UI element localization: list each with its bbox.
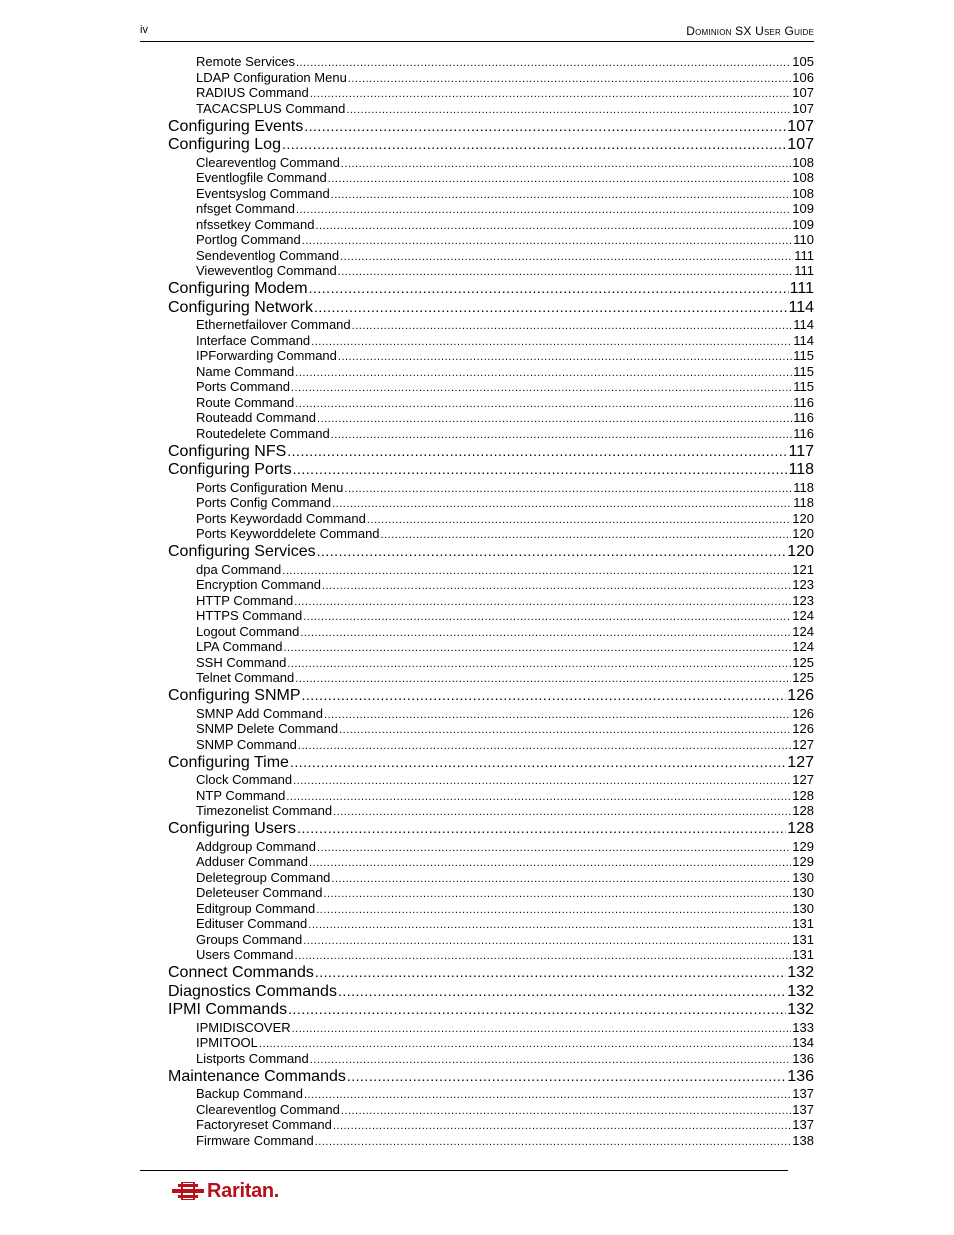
toc-subsection-entry[interactable] <box>196 772 814 788</box>
toc-entry-title: SMNP Add Command <box>196 705 323 721</box>
toc-subsection-entry[interactable] <box>196 932 814 948</box>
toc-entry-page: 134 <box>792 1035 814 1050</box>
toc-leader-dots <box>311 333 792 348</box>
toc-entry-title: Configuring Users <box>168 820 297 837</box>
toc-subsection-entry[interactable] <box>196 670 814 686</box>
toc-entry-page: 127 <box>792 736 814 752</box>
toc-entry-title: Clock Command <box>196 772 293 787</box>
toc-subsection-entry[interactable] <box>196 170 814 186</box>
toc-leader-dots <box>304 1086 791 1101</box>
toc-section-entry[interactable] <box>168 443 814 463</box>
toc-entry-page: 120 <box>792 510 814 526</box>
toc-entry-page: 121 <box>792 561 814 577</box>
toc-subsection-entry[interactable] <box>196 870 814 886</box>
toc-leader-dots <box>295 947 792 962</box>
toc-entry-page: 108 <box>792 154 814 170</box>
toc-entry-title: Configuring Services <box>168 543 316 560</box>
toc-subsection-entry[interactable] <box>196 639 814 655</box>
toc-subsection-entry[interactable] <box>196 54 814 70</box>
toc-section-entry[interactable] <box>168 118 814 138</box>
toc-leader-dots <box>367 511 791 526</box>
toc-subsection-entry[interactable] <box>196 901 814 917</box>
toc-subsection-entry[interactable] <box>196 186 814 202</box>
toc-entry-page: 105 <box>792 54 814 69</box>
toc-entry-title: Eventsyslog Command <box>196 185 330 201</box>
toc-entry-page: 116 <box>793 410 814 425</box>
toc-leader-dots <box>286 788 791 803</box>
toc-leader-dots <box>290 754 786 772</box>
toc-entry-title: Configuring Log <box>168 136 281 153</box>
toc-leader-dots <box>304 118 786 136</box>
toc-subsection-entry[interactable] <box>196 608 814 624</box>
toc-leader-dots <box>344 480 792 495</box>
toc-entry-title: Logout Command <box>196 623 300 639</box>
toc-entry-title: NTP Command <box>196 787 286 803</box>
toc-leader-dots <box>331 870 791 885</box>
toc-leader-dots <box>291 379 792 394</box>
toc-entry-title: SSH Command <box>196 654 287 670</box>
toc-subsection-entry[interactable] <box>196 348 814 364</box>
toc-section-entry[interactable] <box>168 1001 814 1021</box>
toc-subsection-entry[interactable] <box>196 263 814 279</box>
toc-leader-dots <box>294 593 791 608</box>
toc-entry-page: 130 <box>792 885 814 900</box>
toc-entry-page: 108 <box>792 185 814 201</box>
toc-leader-dots <box>317 543 787 561</box>
toc-entry-page: 120 <box>792 526 814 541</box>
toc-entry-page: 111 <box>794 263 814 278</box>
toc-entry-title: Configuring SNMP <box>168 687 301 704</box>
toc-entry-title: Routedelete Command <box>196 425 330 441</box>
toc-entry-title: Firmware Command <box>196 1132 314 1148</box>
toc-entry-page: 109 <box>792 216 814 232</box>
toc-leader-dots <box>295 670 791 685</box>
toc-entry-page: 108 <box>792 170 814 185</box>
toc-leader-dots <box>333 803 791 818</box>
toc-leader-dots <box>323 885 791 900</box>
toc-entry-title: Encryption Command <box>196 577 321 592</box>
toc-entry-page: 116 <box>793 394 814 410</box>
toc-entry-page: 120 <box>787 543 814 560</box>
toc-subsection-entry[interactable] <box>196 410 814 426</box>
toc-leader-dots <box>324 706 791 721</box>
toc-entry-page: 138 <box>792 1132 814 1148</box>
toc-entry-title: SNMP Delete Command <box>196 721 339 736</box>
toc-subsection-entry[interactable] <box>196 577 814 593</box>
toc-section-entry[interactable] <box>168 964 814 984</box>
toc-entry-title: Portlog Command <box>196 232 301 247</box>
toc-leader-dots <box>314 299 788 317</box>
toc-entry-title: Addgroup Command <box>196 838 316 854</box>
toc-section-entry[interactable] <box>168 1068 814 1088</box>
toc-subsection-entry[interactable] <box>196 1035 814 1051</box>
toc-entry-title: Ports Configuration Menu <box>196 479 344 495</box>
toc-leader-dots <box>303 932 791 947</box>
toc-leader-dots <box>346 101 791 116</box>
toc-subsection-entry[interactable] <box>196 526 814 542</box>
toc-subsection-entry[interactable] <box>196 624 814 640</box>
toc-entry-title: Ports Command <box>196 379 290 394</box>
toc-entry-page: 107 <box>792 85 814 100</box>
toc-subsection-entry[interactable] <box>196 1133 814 1149</box>
toc-entry-page: 111 <box>789 280 814 297</box>
toc-entry-title: Listports Command <box>196 1050 309 1066</box>
toc-subsection-entry[interactable] <box>196 101 814 117</box>
toc-leader-dots <box>259 1035 791 1050</box>
toc-leader-dots <box>348 70 792 85</box>
guide-title: Dominion SX User Guide <box>686 24 814 38</box>
toc-leader-dots <box>315 964 786 982</box>
toc-leader-dots <box>316 901 791 916</box>
toc-leader-dots <box>341 1102 792 1117</box>
toc-entry-title: Users Command <box>196 947 294 962</box>
toc-leader-dots <box>331 186 792 201</box>
toc-entry-page: 106 <box>792 69 814 85</box>
toc-entry-page: 115 <box>793 348 814 363</box>
toc-leader-dots <box>288 1001 786 1019</box>
toc-subsection-entry[interactable] <box>196 317 814 333</box>
toc-subsection-entry[interactable] <box>196 70 814 86</box>
toc-subsection-entry[interactable] <box>196 854 814 870</box>
toc-entry-page: 114 <box>788 298 814 316</box>
toc-entry-page: 131 <box>792 931 814 947</box>
toc-entry-page: 114 <box>793 317 814 332</box>
toc-leader-dots <box>338 263 794 278</box>
toc-leader-dots <box>295 395 792 410</box>
toc-entry-page: 107 <box>787 117 814 135</box>
toc-entry-page: 127 <box>792 772 814 787</box>
toc-entry-title: Eventlogfile Command <box>196 170 327 185</box>
page-number: iv <box>140 24 148 36</box>
toc-entry-page: 123 <box>792 592 814 608</box>
toc-entry-title: Name Command <box>196 363 295 379</box>
toc-entry-title: Groups Command <box>196 931 303 947</box>
toc-leader-dots <box>333 1117 791 1132</box>
toc-entry-title: TACACSPLUS Command <box>196 100 346 116</box>
toc-entry-title: IPMI Commands <box>168 1001 288 1018</box>
toc-subsection-entry[interactable] <box>196 85 814 101</box>
toc-subsection-entry[interactable] <box>196 379 814 395</box>
toc-section-entry[interactable] <box>168 983 814 1003</box>
toc-entry-page: 124 <box>792 608 814 623</box>
toc-entry-title: HTTP Command <box>196 592 294 608</box>
toc-entry-page: 131 <box>792 947 814 962</box>
toc-leader-dots <box>293 772 791 787</box>
toc-subsection-entry[interactable] <box>196 248 814 264</box>
toc-leader-dots <box>287 443 787 461</box>
toc-leader-dots <box>309 280 789 298</box>
toc-entry-title: Configuring Network <box>168 298 313 316</box>
toc-leader-dots <box>317 839 791 854</box>
toc-subsection-entry[interactable] <box>196 1102 814 1118</box>
toc-entry-page: 136 <box>792 1050 814 1066</box>
toc-subsection-entry[interactable] <box>196 364 814 380</box>
toc-entry-page: 127 <box>787 753 814 771</box>
toc-leader-dots <box>381 526 792 541</box>
toc-entry-page: 137 <box>792 1117 814 1132</box>
toc-entry-page: 115 <box>793 363 814 379</box>
toc-subsection-entry[interactable] <box>196 706 814 722</box>
toc-entry-title: Configuring Time <box>168 753 289 771</box>
toc-subsection-entry[interactable] <box>196 217 814 233</box>
toc-subsection-entry[interactable] <box>196 1117 814 1133</box>
toc-leader-dots <box>341 155 792 170</box>
toc-subsection-entry[interactable] <box>196 232 814 248</box>
toc-subsection-entry[interactable] <box>196 655 814 671</box>
toc-subsection-entry[interactable] <box>196 885 814 901</box>
toc-leader-dots <box>292 1020 792 1035</box>
toc-entry-title: nfsget Command <box>196 201 295 216</box>
toc-section-entry[interactable] <box>168 299 814 319</box>
toc-entry-title: IPMIDISCOVER <box>196 1019 291 1035</box>
toc-leader-dots <box>352 317 793 332</box>
toc-entry-page: 132 <box>787 964 814 981</box>
toc-entry-title: Configuring Events <box>168 117 304 135</box>
toc-entry-title: dpa Command <box>196 561 282 577</box>
raritan-logo-icon <box>172 1182 204 1200</box>
toc-entry-title: Configuring Ports <box>168 461 292 478</box>
toc-subsection-entry[interactable] <box>196 201 814 217</box>
toc-subsection-entry[interactable] <box>196 395 814 411</box>
toc-subsection-entry[interactable] <box>196 788 814 804</box>
toc-entry-title: HTTPS Command <box>196 608 303 623</box>
toc-leader-dots <box>331 426 793 441</box>
raritan-logo <box>172 1180 279 1202</box>
toc-entry-page: 124 <box>792 623 814 639</box>
toc-subsection-entry[interactable] <box>196 593 814 609</box>
toc-entry-title: SNMP Command <box>196 736 297 752</box>
toc-subsection-entry[interactable] <box>196 1086 814 1102</box>
toc-leader-dots <box>287 655 791 670</box>
toc-entry-page: 115 <box>793 379 814 394</box>
toc-entry-title: Vieweventlog Command <box>196 263 337 278</box>
toc-entry-title: Telnet Command <box>196 670 295 685</box>
toc-subsection-entry[interactable] <box>196 721 814 737</box>
toc-entry-title: Maintenance Commands <box>168 1067 346 1085</box>
toc-section-entry[interactable] <box>168 820 814 840</box>
toc-entry-page: 114 <box>793 332 814 348</box>
footer-divider <box>140 1170 788 1171</box>
toc-leader-dots <box>338 348 792 363</box>
toc-leader-dots <box>317 410 792 425</box>
toc-entry-title: Diagnostics Commands <box>168 982 337 1000</box>
toc-entry-title: Adduser Command <box>196 854 308 869</box>
toc-subsection-entry[interactable] <box>196 916 814 932</box>
toc-subsection-entry[interactable] <box>196 737 814 753</box>
toc-leader-dots <box>339 721 791 736</box>
toc-entry-title: RADIUS Command <box>196 85 309 100</box>
toc-entry-page: 129 <box>792 838 814 854</box>
toc-subsection-entry[interactable] <box>196 803 814 819</box>
toc-entry-page: 110 <box>793 232 814 247</box>
toc-entry-title: Factoryreset Command <box>196 1117 332 1132</box>
toc-entry-title: Cleareventlog Command <box>196 1101 340 1117</box>
toc-entry-page: 136 <box>787 1067 814 1085</box>
toc-subsection-entry[interactable] <box>196 1051 814 1067</box>
toc-entry-page: 137 <box>792 1086 814 1101</box>
toc-leader-dots <box>322 577 791 592</box>
toc-subsection-entry[interactable] <box>196 333 814 349</box>
toc-entry-title: Remote Services <box>196 54 295 69</box>
toc-section-entry[interactable] <box>168 687 814 707</box>
toc-entry-page: 116 <box>793 425 814 441</box>
toc-leader-dots <box>315 1133 792 1148</box>
toc-entry-title: Editgroup Command <box>196 900 316 916</box>
toc-section-entry[interactable] <box>168 461 814 481</box>
toc-entry-title: Timezonelist Command <box>196 803 333 818</box>
toc-entry-page: 130 <box>792 869 814 885</box>
toc-leader-dots <box>282 136 786 154</box>
toc-entry-page: 131 <box>792 916 814 931</box>
toc-section-entry[interactable] <box>168 543 814 563</box>
toc-entry-title: Sendeventlog Command <box>196 247 340 263</box>
toc-leader-dots <box>296 201 791 216</box>
toc-entry-page: 107 <box>792 100 814 116</box>
toc-leader-dots <box>293 461 788 479</box>
toc-entry-page: 123 <box>792 577 814 592</box>
toc-entry-page: 111 <box>794 247 814 263</box>
toc-subsection-entry[interactable] <box>196 947 814 963</box>
toc-section-entry[interactable] <box>168 280 814 300</box>
toc-entry-title: Ports Keywordadd Command <box>196 510 366 526</box>
toc-entry-page: 125 <box>792 654 814 670</box>
toc-entry-page: 130 <box>792 900 814 916</box>
toc-entry-title: LPA Command <box>196 639 283 654</box>
toc-subsection-entry[interactable] <box>196 480 814 496</box>
toc-subsection-entry[interactable] <box>196 155 814 171</box>
toc-entry-title: Edituser Command <box>196 916 308 931</box>
toc-leader-dots <box>328 170 792 185</box>
toc-leader-dots <box>295 364 792 379</box>
toc-leader-dots <box>310 1051 792 1066</box>
toc-subsection-entry[interactable] <box>196 1020 814 1036</box>
logo-wordmark: Raritan. <box>207 1179 280 1202</box>
toc-entry-page: 128 <box>787 820 814 837</box>
toc-leader-dots <box>338 983 786 1001</box>
toc-entry-title: Deleteuser Command <box>196 885 323 900</box>
toc-leader-dots <box>300 624 791 639</box>
toc-entry-page: 126 <box>787 687 814 704</box>
toc-subsection-entry[interactable] <box>196 511 814 527</box>
toc-entry-page: 117 <box>788 442 814 460</box>
toc-leader-dots <box>303 608 791 623</box>
toc-entry-title: Route Command <box>196 394 295 410</box>
toc-entry-title: Ports Config Command <box>196 495 332 510</box>
toc-leader-dots <box>310 85 792 100</box>
toc-entry-title: nfssetkey Command <box>196 216 315 232</box>
toc-section-entry[interactable] <box>168 754 814 774</box>
toc-entry-page: 118 <box>793 479 814 495</box>
toc-leader-dots <box>308 916 791 931</box>
toc-entry-title: IPMITOOL <box>196 1035 258 1050</box>
toc-entry-title: Interface Command <box>196 332 311 348</box>
toc-entry-page: 109 <box>792 201 814 216</box>
toc-leader-dots <box>297 820 786 838</box>
toc-entry-page: 124 <box>792 639 814 654</box>
toc-leader-dots <box>340 248 793 263</box>
toc-leader-dots <box>298 737 791 752</box>
toc-entry-page: 125 <box>792 670 814 685</box>
toc-leader-dots <box>316 217 792 232</box>
toc-leader-dots <box>302 232 792 247</box>
toc-entry-title: Configuring NFS <box>168 442 287 460</box>
toc-entry-page: 107 <box>787 136 814 153</box>
toc-entry-title: Configuring Modem <box>168 280 308 297</box>
toc-entry-page: 128 <box>792 787 814 803</box>
toc-leader-dots <box>347 1068 786 1086</box>
toc-subsection-entry[interactable] <box>196 495 814 511</box>
toc-entry-page: 132 <box>787 982 814 1000</box>
toc-leader-dots <box>296 54 791 69</box>
toc-entry-title: Ports Keyworddelete Command <box>196 526 380 541</box>
toc-entry-page: 118 <box>788 461 814 478</box>
toc-subsection-entry[interactable] <box>196 426 814 442</box>
toc-leader-dots <box>309 854 791 869</box>
toc-entry-page: 132 <box>787 1001 814 1018</box>
toc-leader-dots <box>302 687 787 705</box>
page-header <box>140 22 814 42</box>
toc-section-entry[interactable] <box>168 136 814 156</box>
toc-subsection-entry[interactable] <box>196 562 814 578</box>
toc-entry-page: 137 <box>792 1101 814 1117</box>
toc-entry-page: 126 <box>792 721 814 736</box>
toc-entry-page: 126 <box>792 705 814 721</box>
toc-entry-title: Cleareventlog Command <box>196 154 340 170</box>
toc-entry-page: 128 <box>792 803 814 818</box>
toc-entry-title: Backup Command <box>196 1086 303 1101</box>
toc-entry-title: LDAP Configuration Menu <box>196 69 347 85</box>
toc-entry-page: 133 <box>792 1019 814 1035</box>
toc-entry-title: Routeadd Command <box>196 410 316 425</box>
toc-entry-page: 129 <box>792 854 814 869</box>
toc-leader-dots <box>283 639 791 654</box>
toc-entry-title: IPForwarding Command <box>196 348 337 363</box>
toc-subsection-entry[interactable] <box>196 839 814 855</box>
toc-entry-title: Deletegroup Command <box>196 869 331 885</box>
toc-entry-title: Connect Commands <box>168 964 314 981</box>
toc-entry-title: Ethernetfailover Command <box>196 317 351 332</box>
toc-entry-page: 118 <box>793 495 814 510</box>
toc-leader-dots <box>332 495 792 510</box>
toc-leader-dots <box>282 562 791 577</box>
